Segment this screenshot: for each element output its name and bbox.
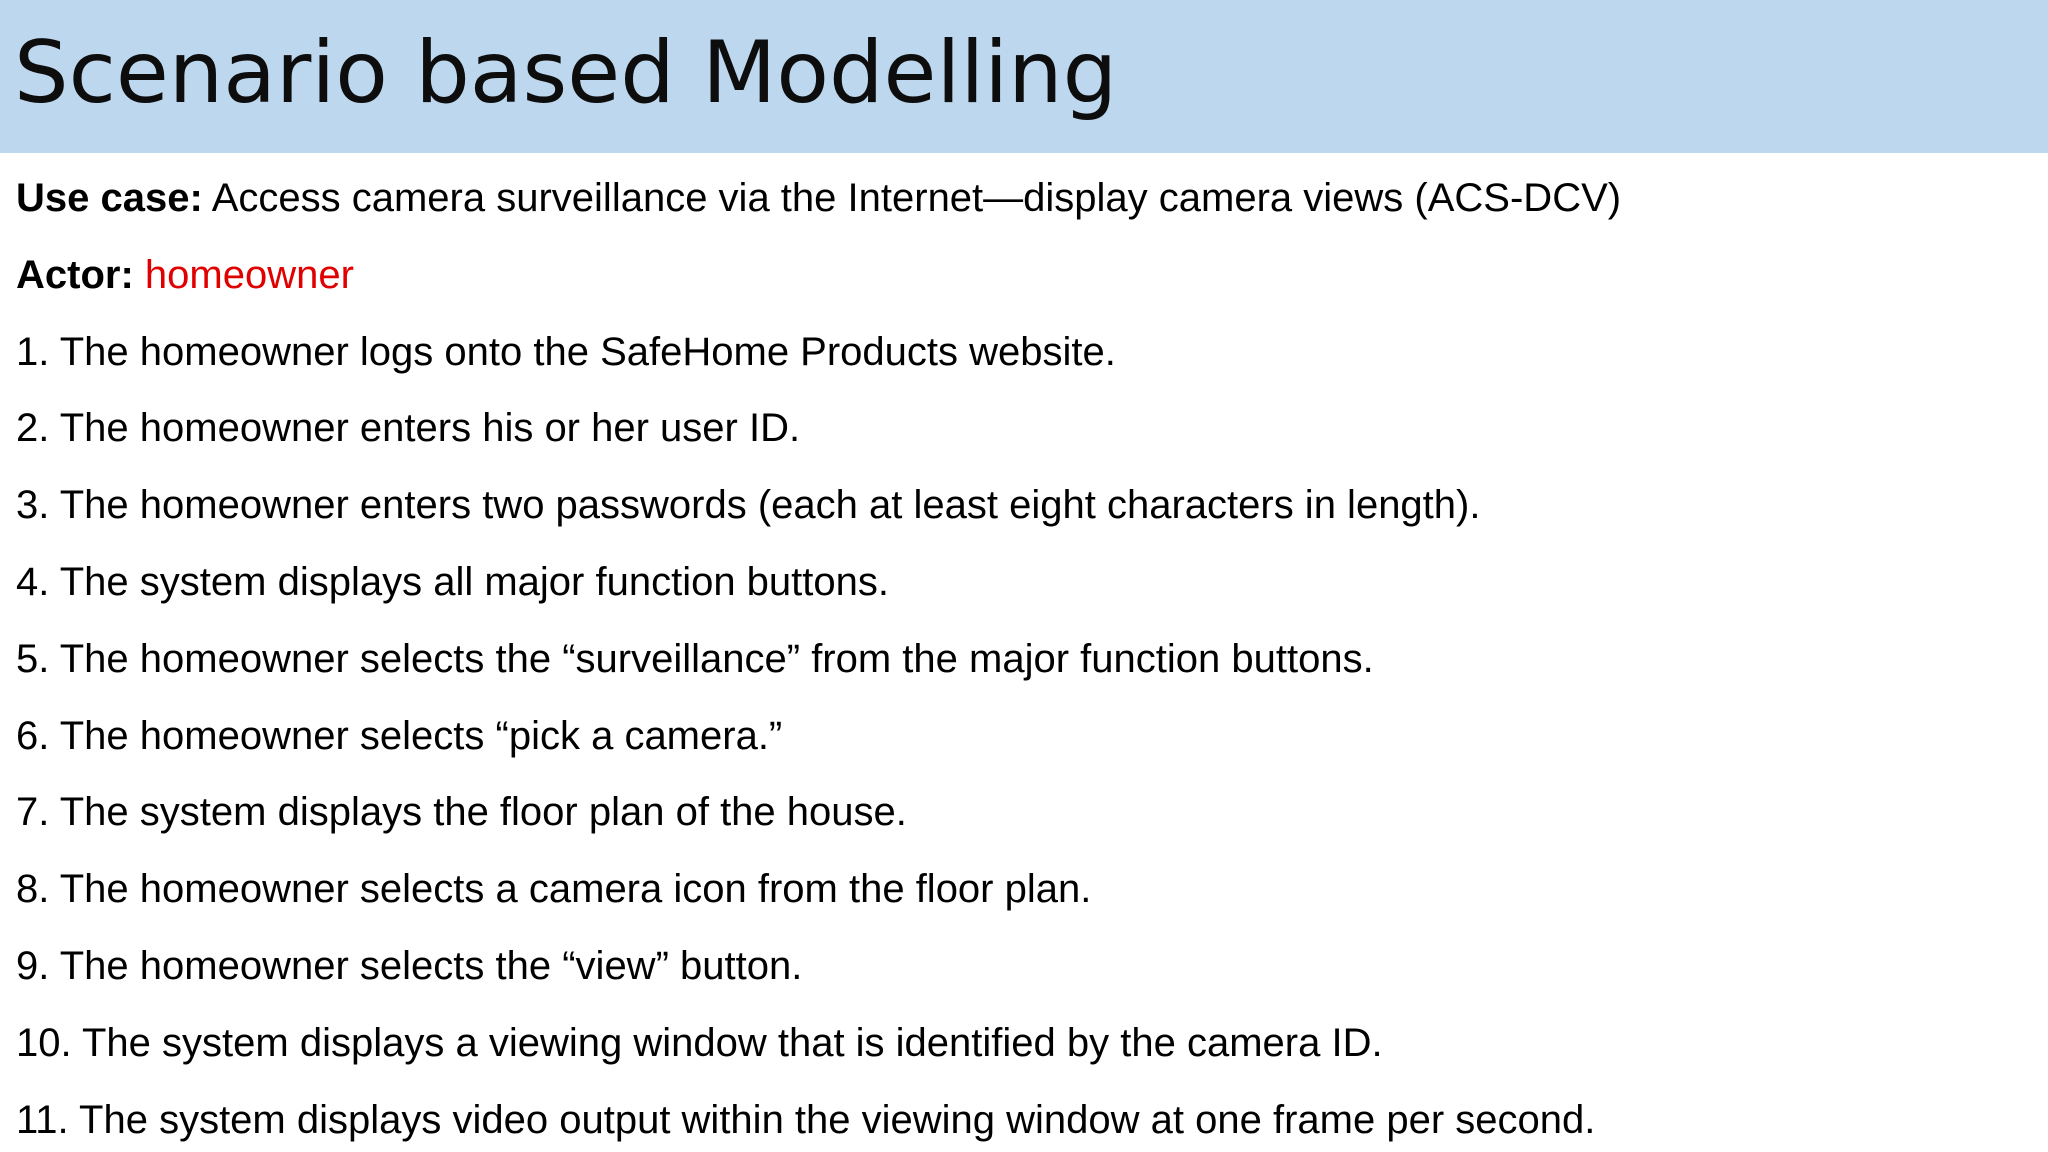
- list-item: 4. The system displays all major function buttons.: [16, 559, 890, 604]
- list-item: 2. The homeowner enters his or her user ID.: [16, 406, 801, 451]
- actor-label: Actor:: [16, 252, 134, 297]
- actor-name: homeowner: [144, 252, 354, 297]
- list-item: 9. The homeowner selects the “view” button.: [16, 943, 803, 988]
- list-item: 6. The homeowner selects “pick a camera.”: [16, 713, 783, 758]
- list-item: 11. The system displays video output within the viewing window at one frame per second.: [16, 1097, 1596, 1142]
- list-item: 1. The homeowner logs onto the SafeHome Products website.: [16, 329, 1116, 374]
- list-item: 5. The homeowner selects the “surveillance” from the major function buttons.: [16, 636, 1374, 681]
- list-item: 8. The homeowner selects a camera icon from the floor plan.: [16, 867, 1092, 912]
- use-case-line: [16, 160, 2036, 237]
- use-case-text: Access camera surveillance via the Internet—display camera views (ACS-DCV): [202, 176, 1622, 220]
- use-case-label: Use case:: [16, 176, 203, 220]
- list-item: 10. The system displays a viewing window that is identified by the camera ID.: [16, 1020, 1383, 1065]
- title-bar: [0, 0, 2048, 153]
- slide-content: [16, 160, 2036, 1152]
- actor-line: [16, 237, 2036, 314]
- list-item: 3. The homeowner enters two passwords (each at least eight characters in length).: [16, 483, 1481, 528]
- list-item: 7. The system displays the floor plan of the house.: [16, 790, 907, 835]
- slide-title: Scenario based Modelling: [14, 23, 1118, 123]
